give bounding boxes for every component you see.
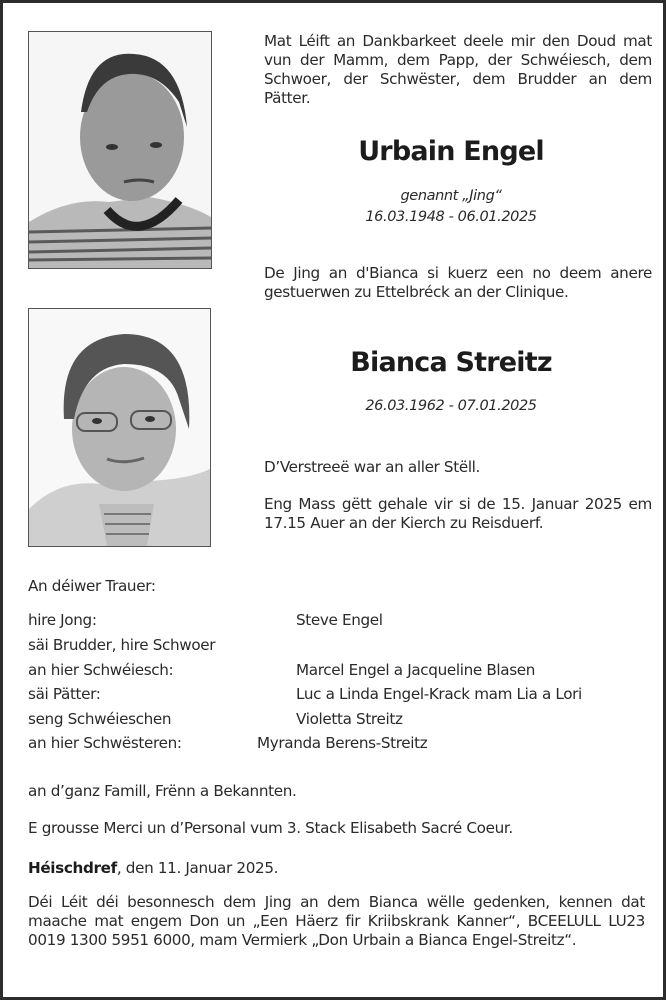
deceased-name-bianca: Bianca Streitz — [350, 347, 552, 378]
mourner-names: Luc a Linda Engel-Krack mam Lia a Lori — [296, 685, 582, 703]
portrait-photo-icon — [29, 32, 211, 268]
place-name: Héischdref — [28, 859, 117, 877]
photo-urbain-engel — [28, 31, 212, 269]
mourner-relation: an hier Schwéiesch: — [28, 661, 174, 679]
place-date-line — [28, 859, 278, 878]
scattering-text: D’Verstreeë war an aller Stëll. — [264, 458, 481, 476]
nickname: genannt „Jing“ — [400, 188, 502, 204]
donation-text: Déi Léit déi besonnesch dem Jing an dem Bianca wëlle gedenken, kennen dat maache mat engem Don un „Een Häerz fir Kriibskrank Kanner“, BCEELULL LU23 0019 1300 5951 6000, mam Vermierk „Don Urbain a Bianca Engel-Streitz“. — [28, 893, 645, 949]
thanks-line: E grousse Merci un d’Personal vum 3. Stack Elisabeth Sacré Coeur. — [28, 819, 513, 837]
life-dates-bianca: 26.03.1962 - 07.01.2025 — [365, 398, 537, 414]
mourner-relation: säi Brudder, hire Schwoer — [28, 636, 216, 654]
obituary-notice — [3, 3, 663, 997]
mass-text: Eng Mass gëtt gehale vir si de 15. Januar 2025 em 17.15 Auer an der Kierch zu Reisduerf. — [264, 495, 652, 532]
mourner-names: Myranda Berens-Streitz — [257, 734, 428, 752]
photo-bianca-streitz — [28, 308, 211, 547]
deceased-name-urbain: Urbain Engel — [358, 136, 544, 167]
mourner-names: Marcel Engel a Jacqueline Blasen — [296, 661, 536, 679]
mourner-names: Steve Engel — [296, 611, 383, 629]
date-text: , den 11. Januar 2025. — [116, 859, 279, 877]
mourner-relation: hire Jong: — [28, 611, 97, 629]
mourner-names: Violetta Streitz — [296, 710, 403, 728]
portrait-photo-icon — [29, 309, 210, 546]
mourner-relation: an hier Schwësteren: — [28, 734, 182, 752]
mourner-relation: seng Schwéieschen — [28, 710, 172, 728]
family-line: an d’ganz Famill, Frënn a Bekannten. — [28, 782, 297, 800]
mourners-heading: An déiwer Trauer: — [28, 577, 156, 595]
middle-text: De Jing an d'Bianca si kuerz een no deem anere gestuerwen zu Ettelbréck an der Clinique. — [264, 264, 652, 301]
life-dates-urbain: 16.03.1948 - 06.01.2025 — [365, 209, 537, 225]
intro-text: Mat Léift an Dankbarkeet deele mir den Doud mat vun der Mamm, dem Papp, der Schwéiesch, dem Schwoer, der Schwëster, dem Brudder an dem Pätter. — [264, 32, 652, 107]
mourner-relation: säi Pätter: — [28, 685, 101, 703]
